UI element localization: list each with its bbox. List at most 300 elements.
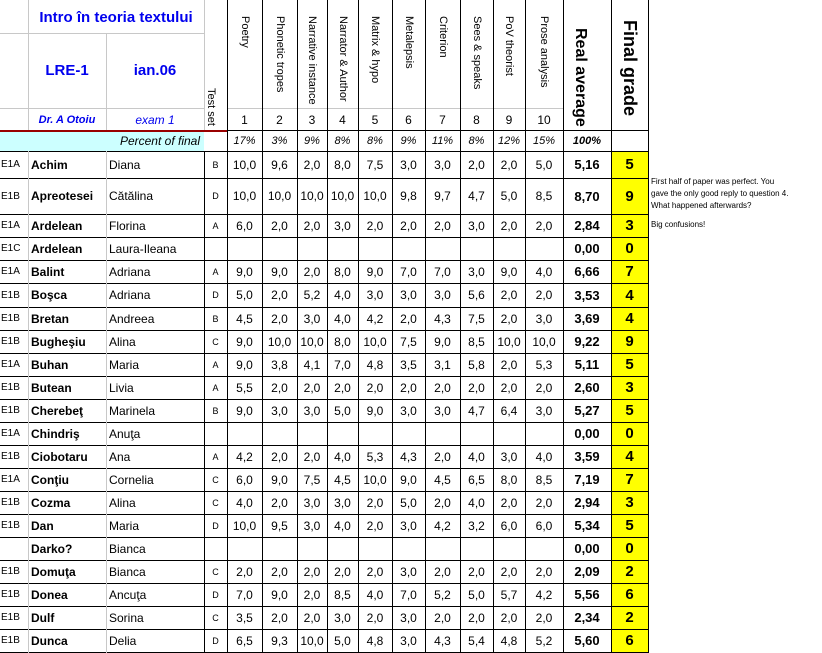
final-grade-cell[interactable]: 4 (611, 283, 648, 307)
score-cell[interactable]: 3,0 (334, 610, 351, 625)
score-cell[interactable]: 3,0 (434, 157, 451, 172)
score-cell[interactable]: 3,0 (334, 495, 351, 510)
score-cell[interactable]: 10,0 (330, 189, 355, 203)
score-cell[interactable]: 9,0 (366, 403, 384, 418)
score-cell[interactable]: 5,2 (303, 288, 321, 302)
first-name-cell[interactable]: Anuţa (109, 426, 141, 441)
last-name-cell[interactable]: Apreotesei (31, 189, 94, 203)
score-cell[interactable]: 2,0 (468, 610, 485, 625)
score-cell[interactable]: 3,0 (400, 610, 417, 625)
test-set-cell[interactable] (204, 537, 227, 560)
score-cell[interactable]: 2,0 (500, 610, 518, 625)
score-cell[interactable]: 2,0 (500, 495, 518, 510)
score-cell[interactable]: 7,0 (400, 264, 417, 279)
score-cell[interactable]: 10,0 (363, 472, 387, 487)
score-cell[interactable]: 5,2 (434, 587, 451, 602)
score-cell[interactable]: 9,5 (271, 518, 288, 533)
score-cell[interactable]: 2,0 (271, 380, 288, 395)
score-cell[interactable]: 7,5 (366, 157, 384, 172)
score-cell[interactable]: 4,2 (366, 311, 384, 326)
score-cell[interactable]: 2,0 (334, 380, 351, 395)
score-cell[interactable]: 3,1 (434, 357, 451, 372)
score-cell[interactable]: 2,0 (271, 449, 288, 464)
score-cell[interactable]: 3,5 (236, 610, 253, 625)
score-cell[interactable]: 2,0 (468, 157, 485, 172)
column-header-label[interactable]: PoV theorist (503, 16, 515, 76)
score-cell[interactable]: 5,0 (468, 587, 485, 602)
score-cell[interactable] (460, 237, 493, 260)
column-percent[interactable]: 8% (367, 135, 383, 147)
score-cell[interactable]: 9,0 (236, 357, 253, 372)
score-cell[interactable]: 8,0 (334, 264, 351, 279)
score-cell[interactable]: 2,0 (366, 218, 384, 233)
first-name-cell[interactable]: Delia (109, 633, 137, 648)
real-average-cell[interactable]: 5,60 (574, 633, 600, 648)
column-header-label[interactable]: Poetry (238, 16, 251, 48)
score-cell[interactable]: 3,0 (468, 218, 485, 233)
final-grade-cell[interactable]: 2 (611, 560, 648, 583)
score-cell[interactable]: 2,0 (271, 288, 288, 302)
final-grade-header[interactable]: Final grade (620, 20, 640, 117)
score-cell[interactable]: 10,0 (300, 189, 324, 203)
group-cell[interactable]: E1B (1, 566, 20, 577)
score-cell[interactable]: 10,0 (300, 334, 324, 349)
first-name-cell[interactable]: Ana (109, 449, 131, 464)
real-average-cell[interactable]: 7,19 (574, 472, 600, 487)
final-grade-cell[interactable]: 2 (611, 606, 648, 629)
score-cell[interactable]: 2,0 (500, 357, 518, 372)
final-grade-cell[interactable]: 7 (611, 260, 648, 283)
last-name-cell[interactable]: Balint (31, 264, 65, 279)
score-cell[interactable]: 4,1 (303, 357, 321, 372)
score-cell[interactable]: 3,0 (434, 288, 451, 302)
score-cell[interactable]: 6,0 (500, 518, 518, 533)
last-name-cell[interactable]: Ardelean (31, 241, 83, 256)
score-cell[interactable]: 8,0 (334, 157, 351, 172)
exam-label[interactable]: exam 1 (135, 113, 175, 127)
last-name-cell[interactable]: Ardelean (31, 218, 83, 233)
score-cell[interactable]: 5,0 (535, 157, 553, 172)
group-cell[interactable]: E1B (1, 635, 20, 646)
score-cell[interactable]: 8,5 (535, 189, 553, 203)
percent-label[interactable]: Percent of final (119, 134, 200, 148)
score-cell[interactable] (525, 537, 563, 560)
test-set-cell[interactable]: D (212, 191, 219, 201)
score-cell[interactable]: 3,0 (400, 157, 417, 172)
first-name-cell[interactable]: Bianca (109, 541, 146, 556)
score-cell[interactable]: 2,0 (334, 564, 351, 579)
last-name-cell[interactable]: Dunca (31, 633, 68, 648)
course-code[interactable]: LRE-1 (45, 61, 89, 79)
group-cell[interactable]: E1B (1, 520, 20, 531)
score-cell[interactable]: 7,0 (334, 357, 351, 372)
score-cell[interactable]: 3,0 (468, 264, 485, 279)
score-cell[interactable]: 5,0 (500, 189, 518, 203)
score-cell[interactable]: 4,5 (434, 472, 451, 487)
column-number[interactable]: 5 (371, 113, 379, 127)
score-cell[interactable]: 3,0 (271, 403, 288, 418)
score-cell[interactable]: 2,0 (434, 564, 451, 579)
score-cell[interactable]: 5,3 (535, 357, 553, 372)
score-cell[interactable]: 9,7 (434, 189, 451, 203)
score-cell[interactable]: 5,3 (366, 449, 384, 464)
score-cell[interactable]: 4,0 (535, 264, 553, 279)
score-cell[interactable] (227, 537, 262, 560)
score-cell[interactable]: 2,0 (303, 587, 321, 602)
first-name-cell[interactable]: Adriana (109, 288, 151, 302)
score-cell[interactable]: 2,0 (500, 288, 518, 302)
test-set-cell[interactable]: C (212, 497, 219, 508)
score-cell[interactable]: 4,3 (434, 633, 451, 648)
score-cell[interactable]: 4,8 (366, 633, 384, 648)
score-cell[interactable]: 4,2 (434, 518, 451, 533)
column-header-label[interactable]: Prose analysis (538, 16, 550, 88)
score-cell[interactable]: 2,0 (303, 449, 321, 464)
column-percent[interactable]: 9% (304, 135, 320, 147)
column-percent[interactable]: 15% (532, 135, 556, 147)
real-average-cell[interactable]: 5,27 (574, 403, 600, 418)
score-cell[interactable]: 5,4 (468, 633, 485, 648)
score-cell[interactable]: 5,0 (400, 495, 417, 510)
last-name-cell[interactable]: Boşca (31, 288, 68, 302)
last-name-cell[interactable]: Achim (31, 157, 68, 172)
last-name-cell[interactable]: Bretan (31, 311, 70, 326)
score-cell[interactable]: 2,0 (500, 218, 518, 233)
column-percent[interactable]: 3% (271, 135, 288, 147)
final-grade-cell[interactable]: 7 (611, 468, 648, 491)
last-name-cell[interactable]: Cherebeţ (31, 403, 84, 418)
first-name-cell[interactable]: Maria (109, 357, 140, 372)
score-cell[interactable] (460, 422, 493, 445)
last-name-cell[interactable]: Conţiu (31, 472, 69, 487)
score-cell[interactable] (425, 237, 460, 260)
score-cell[interactable] (493, 237, 525, 260)
score-cell[interactable] (227, 237, 262, 260)
score-cell[interactable]: 6,0 (236, 472, 253, 487)
real-average-cell[interactable]: 2,94 (574, 495, 600, 510)
test-set-cell[interactable]: A (212, 220, 219, 231)
score-cell[interactable]: 3,0 (303, 518, 321, 533)
score-cell[interactable]: 2,0 (303, 380, 321, 395)
score-cell[interactable]: 9,0 (434, 334, 451, 349)
test-set-cell[interactable]: C (212, 612, 219, 623)
score-cell[interactable]: 4,8 (500, 633, 518, 648)
score-cell[interactable]: 2,0 (434, 610, 451, 625)
score-cell[interactable]: 2,0 (303, 264, 321, 279)
real-average-cell[interactable]: 2,34 (574, 610, 600, 625)
test-set-cell[interactable] (204, 237, 227, 260)
score-cell[interactable]: 9,0 (271, 587, 288, 602)
score-cell[interactable]: 2,0 (400, 218, 417, 233)
score-cell[interactable] (262, 537, 297, 560)
score-cell[interactable]: 2,0 (535, 218, 553, 233)
column-number[interactable]: 8 (473, 113, 480, 127)
score-cell[interactable]: 3,0 (434, 403, 451, 418)
score-cell[interactable]: 2,0 (468, 564, 485, 579)
score-cell[interactable]: 4,5 (236, 311, 253, 326)
score-cell[interactable]: 2,0 (366, 518, 384, 533)
final-grade-cell[interactable]: 0 (611, 237, 648, 260)
first-name-cell[interactable]: Cornelia (109, 472, 154, 487)
group-cell[interactable]: E1B (1, 313, 20, 324)
score-cell[interactable] (297, 237, 327, 260)
score-cell[interactable]: 9,0 (236, 264, 253, 279)
first-name-cell[interactable]: Cătălina (109, 189, 154, 203)
score-cell[interactable]: 9,0 (400, 472, 417, 487)
final-grade-cell[interactable]: 0 (611, 422, 648, 445)
column-number[interactable]: 3 (308, 113, 316, 127)
score-cell[interactable] (358, 422, 392, 445)
first-name-cell[interactable]: Alina (109, 334, 136, 349)
column-number[interactable]: 10 (537, 113, 551, 127)
score-cell[interactable]: 2,0 (500, 311, 518, 326)
first-name-cell[interactable]: Laura-Ileana (109, 241, 177, 256)
score-cell[interactable] (392, 537, 425, 560)
final-grade-cell[interactable]: 5 (611, 514, 648, 537)
score-cell[interactable]: 5,8 (468, 357, 485, 372)
score-cell[interactable]: 3,0 (400, 403, 417, 418)
score-cell[interactable] (297, 537, 327, 560)
real-average-cell[interactable]: 6,66 (574, 264, 600, 279)
score-cell[interactable] (525, 422, 563, 445)
test-set-cell[interactable]: A (212, 266, 219, 277)
group-cell[interactable]: E1B (1, 497, 20, 508)
score-cell[interactable]: 10,0 (267, 334, 292, 349)
score-cell[interactable]: 9,0 (366, 264, 384, 279)
exam-date[interactable]: ian.06 (133, 61, 177, 79)
score-cell[interactable] (392, 422, 425, 445)
column-header-label[interactable]: Metalepsis (402, 16, 415, 69)
score-cell[interactable]: 10,0 (232, 518, 257, 533)
score-cell[interactable]: 2,0 (303, 218, 321, 233)
test-set-cell[interactable]: C (212, 336, 219, 347)
score-cell[interactable] (460, 537, 493, 560)
test-set-cell[interactable]: B (212, 405, 219, 416)
score-cell[interactable]: 5,7 (500, 587, 518, 602)
real-average-cell[interactable]: 3,69 (574, 311, 600, 326)
score-cell[interactable] (425, 537, 460, 560)
test-set-cell[interactable] (204, 422, 227, 445)
score-cell[interactable]: 10,0 (267, 189, 292, 203)
score-cell[interactable] (525, 237, 563, 260)
score-cell[interactable]: 2,0 (271, 218, 288, 233)
column-percent[interactable]: 8% (468, 135, 485, 147)
score-cell[interactable]: 2,0 (434, 449, 451, 464)
first-name-cell[interactable]: Florina (109, 218, 146, 233)
final-grade-cell[interactable]: 4 (611, 445, 648, 468)
score-cell[interactable]: 9,0 (236, 334, 253, 349)
last-name-cell[interactable]: Dan (31, 518, 54, 533)
real-average-cell[interactable]: 2,84 (574, 218, 600, 233)
last-name-cell[interactable]: Chindriş (31, 426, 80, 441)
score-cell[interactable]: 3,0 (400, 564, 417, 579)
test-set-cell[interactable]: D (212, 290, 219, 300)
score-cell[interactable]: 3,0 (535, 311, 553, 326)
first-name-cell[interactable]: Bianca (109, 564, 146, 579)
first-name-cell[interactable]: Adriana (109, 264, 151, 279)
group-cell[interactable]: E1A (1, 474, 20, 485)
score-cell[interactable]: 4,7 (468, 403, 485, 418)
column-number[interactable]: 2 (276, 113, 283, 127)
score-cell[interactable]: 4,5 (334, 472, 351, 487)
score-cell[interactable]: 9,8 (400, 189, 417, 203)
last-name-cell[interactable]: Butean (31, 380, 72, 395)
score-cell[interactable]: 10,0 (497, 334, 521, 349)
test-set-cell[interactable]: A (212, 451, 219, 462)
score-cell[interactable]: 9,0 (271, 264, 288, 279)
score-cell[interactable]: 2,0 (271, 564, 288, 579)
score-cell[interactable]: 2,0 (434, 495, 451, 510)
score-cell[interactable]: 4,0 (334, 518, 351, 533)
final-grade-cell[interactable]: 5 (611, 151, 648, 178)
score-cell[interactable]: 5,6 (468, 288, 485, 302)
test-set-cell[interactable]: D (212, 589, 219, 600)
last-name-cell[interactable]: Domuţa (31, 564, 76, 579)
score-cell[interactable] (297, 422, 327, 445)
group-cell[interactable]: E1B (1, 382, 20, 393)
group-cell[interactable]: E1B (1, 612, 20, 623)
score-cell[interactable]: 6,5 (236, 633, 253, 648)
last-name-cell[interactable]: Darko? (31, 541, 73, 556)
score-cell[interactable]: 5,5 (236, 380, 253, 395)
final-grade-cell[interactable]: 5 (611, 399, 648, 422)
score-cell[interactable]: 3,0 (334, 218, 351, 233)
score-cell[interactable]: 4,0 (334, 311, 351, 326)
score-cell[interactable]: 9,0 (236, 403, 253, 418)
score-cell[interactable]: 3,5 (400, 357, 417, 372)
score-cell[interactable]: 3,0 (500, 449, 518, 464)
group-cell[interactable]: E1A (1, 359, 20, 370)
score-cell[interactable]: 4,0 (334, 449, 351, 464)
last-name-cell[interactable]: Donea (31, 587, 68, 602)
score-cell[interactable]: 4,3 (434, 311, 451, 326)
real-average-cell[interactable]: 2,60 (574, 380, 600, 395)
score-cell[interactable]: 2,0 (468, 380, 485, 395)
final-grade-cell[interactable]: 9 (611, 330, 648, 353)
score-cell[interactable]: 3,0 (303, 311, 321, 326)
group-cell[interactable]: E1A (1, 159, 20, 170)
score-cell[interactable]: 4,2 (535, 587, 553, 602)
score-cell[interactable]: 2,0 (434, 218, 451, 233)
score-cell[interactable]: 2,0 (303, 564, 321, 579)
score-cell[interactable]: 2,0 (500, 157, 518, 172)
score-cell[interactable] (493, 422, 525, 445)
sheet-title[interactable]: Intro în teoria textului (39, 8, 193, 26)
column-number[interactable]: 9 (505, 113, 513, 127)
score-cell[interactable]: 2,0 (500, 380, 518, 395)
score-cell[interactable]: 2,0 (535, 564, 553, 579)
column-percent[interactable]: 12% (497, 135, 521, 147)
score-cell[interactable] (327, 537, 358, 560)
real-average-cell[interactable]: 5,56 (574, 587, 600, 602)
score-cell[interactable]: 4,0 (468, 495, 485, 510)
real-average-cell[interactable]: 0,00 (574, 426, 600, 441)
first-name-cell[interactable]: Ancuţa (109, 587, 147, 602)
column-percent[interactable]: 8% (334, 135, 351, 147)
score-cell[interactable]: 2,0 (366, 495, 384, 510)
score-cell[interactable]: 3,0 (400, 633, 417, 648)
real-average-cell[interactable]: 0,00 (574, 241, 600, 256)
group-cell[interactable]: E1A (1, 266, 20, 277)
column-number[interactable]: 6 (405, 113, 412, 127)
final-grade-cell[interactable]: 6 (611, 583, 648, 606)
score-cell[interactable]: 6,0 (535, 518, 553, 533)
real-average-header[interactable]: Real average (572, 28, 589, 127)
score-cell[interactable]: 2,0 (271, 311, 288, 326)
score-cell[interactable]: 9,6 (271, 157, 288, 172)
score-cell[interactable]: 4,0 (236, 495, 253, 510)
final-grade-cell[interactable]: 6 (611, 629, 648, 652)
first-name-cell[interactable]: Andreea (109, 311, 155, 326)
real-average-cell[interactable]: 5,34 (574, 518, 600, 533)
score-cell[interactable]: 2,0 (400, 311, 417, 326)
score-cell[interactable]: 2,0 (535, 610, 553, 625)
last-name-cell[interactable]: Dulf (31, 610, 55, 625)
last-name-cell[interactable]: Ciobotaru (31, 449, 88, 464)
score-cell[interactable]: 5,0 (334, 633, 351, 648)
score-cell[interactable]: 8,5 (535, 472, 553, 487)
final-grade-cell[interactable]: 0 (611, 537, 648, 560)
group-cell[interactable]: E1B (1, 589, 20, 600)
score-cell[interactable] (262, 237, 297, 260)
score-cell[interactable]: 2,0 (271, 495, 288, 510)
score-cell[interactable]: 3,0 (400, 518, 417, 533)
test-set-cell[interactable]: A (212, 359, 219, 370)
real-average-cell[interactable]: 3,53 (574, 287, 600, 303)
score-cell[interactable]: 2,0 (366, 610, 384, 625)
score-cell[interactable]: 3,0 (400, 288, 417, 302)
score-cell[interactable]: 2,0 (303, 157, 321, 172)
last-name-cell[interactable]: Buhan (31, 357, 69, 372)
first-name-cell[interactable]: Alina (109, 495, 136, 510)
first-name-cell[interactable]: Sorina (109, 610, 144, 625)
score-cell[interactable]: 6,5 (468, 472, 485, 487)
first-name-cell[interactable]: Livia (109, 380, 134, 395)
score-cell[interactable] (392, 237, 425, 260)
score-cell[interactable]: 7,0 (236, 587, 253, 602)
score-cell[interactable]: 10,0 (232, 189, 257, 203)
first-name-cell[interactable]: Diana (109, 157, 141, 172)
score-cell[interactable]: 2,0 (366, 380, 384, 395)
test-set-cell[interactable]: B (212, 313, 219, 324)
score-cell[interactable]: 4,3 (400, 449, 417, 464)
score-cell[interactable] (425, 422, 460, 445)
test-set-header[interactable]: Test set (205, 88, 217, 126)
test-set-cell[interactable]: C (212, 566, 219, 577)
score-cell[interactable]: 7,5 (400, 334, 417, 349)
score-cell[interactable]: 5,0 (334, 403, 351, 418)
score-cell[interactable] (493, 537, 525, 560)
total-percent[interactable]: 100% (572, 135, 602, 147)
group-cell[interactable]: E1B (1, 289, 20, 301)
final-grade-cell[interactable]: 5 (611, 353, 648, 376)
score-cell[interactable]: 5,2 (535, 633, 553, 648)
score-cell[interactable]: 10,0 (363, 334, 387, 349)
score-cell[interactable]: 10,0 (363, 189, 387, 203)
teacher-name[interactable]: Dr. A Otoiu (38, 114, 96, 126)
group-cell[interactable]: E1A (1, 428, 20, 439)
column-header-label[interactable]: Phonetic tropes (273, 16, 286, 93)
score-cell[interactable]: 10,0 (300, 633, 324, 648)
score-cell[interactable]: 6,0 (236, 218, 253, 233)
score-cell[interactable]: 2,0 (535, 495, 553, 510)
last-name-cell[interactable]: Bugheşiu (31, 334, 86, 349)
test-set-cell[interactable]: D (212, 520, 219, 531)
score-cell[interactable]: 2,0 (366, 564, 384, 579)
score-cell[interactable]: 5,0 (236, 288, 253, 302)
score-cell[interactable]: 2,0 (434, 380, 451, 395)
score-cell[interactable]: 6,4 (500, 403, 518, 418)
